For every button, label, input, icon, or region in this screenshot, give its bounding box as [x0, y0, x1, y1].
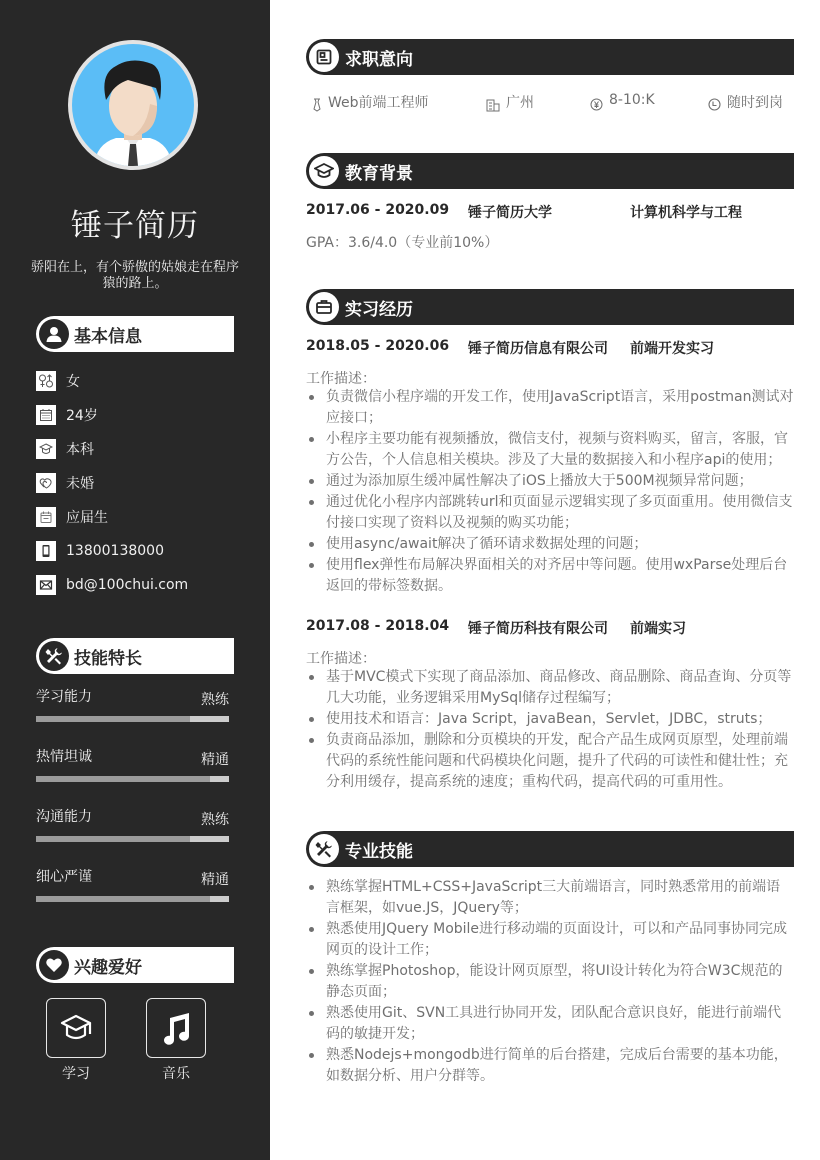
heart-icon [39, 950, 69, 980]
internship-role: 前端开发实习 [630, 341, 714, 357]
info-email-value[interactable]: bd@100chui.com [66, 577, 189, 593]
avatar [68, 40, 198, 170]
info-marital [36, 466, 236, 500]
job-intent-header [306, 39, 794, 75]
skills-header [36, 638, 234, 674]
pro-skills-bullets [306, 877, 794, 1087]
list-item: 小程序主要功能有视频播放，微信支付，视频与资料购买，留言，客服，官方公告，个人信息相关模块。涉及了大量的数据接入和小程序api的使用； [306, 429, 794, 471]
internship-role: 前端实习 [630, 621, 686, 637]
intent-city-value: 广州 [506, 95, 534, 111]
internships-header [306, 289, 794, 325]
intent-availability [708, 92, 783, 112]
yuan-icon [590, 98, 603, 111]
education-gpa: GPA：3.6/4.0（专业前10%） [306, 235, 499, 251]
skills-title: 技能特长 [74, 648, 142, 669]
pro-skills-title: 专业技能 [345, 841, 413, 862]
skill-item [36, 862, 229, 922]
education-school: 锤子简历大学 [468, 205, 552, 221]
tools-icon [39, 641, 69, 671]
mail-icon [36, 575, 56, 595]
education-period: 2017.06 - 2020.09 [306, 202, 450, 218]
work-description-label: 工作描述： [306, 651, 376, 667]
info-age [36, 398, 236, 432]
education-major: 计算机科学与工程 [630, 205, 742, 221]
internship-period: 2018.05 - 2020.06 [306, 338, 450, 354]
list-item: 使用flex弹性布局解决界面相关的对齐居中等问题。使用wxParse处理后台返回的带标签数据。 [306, 555, 794, 597]
hobby-label: 音乐 [162, 1066, 190, 1082]
skill-level: 精通 [201, 872, 229, 888]
info-status-value: 应届生 [66, 510, 108, 526]
skill-item [36, 742, 229, 802]
graduation-cap-icon [309, 156, 339, 186]
skill-name: 细心严谨 [36, 869, 92, 885]
info-degree [36, 432, 236, 466]
sidebar [0, 0, 270, 1160]
hobby-study [46, 998, 106, 1083]
intent-salary-value: 8-10:K [609, 92, 655, 108]
skill-progress-bar [36, 896, 229, 902]
education-title: 教育背景 [345, 163, 413, 184]
skill-item [36, 682, 229, 742]
music-note-icon [146, 998, 206, 1058]
job-intent-title: 求职意向 [345, 49, 413, 70]
info-gender-value: 女 [66, 374, 80, 390]
list-item: 熟练掌握HTML+CSS+JavaScript三大前端语言，同时熟悉常用的前端语言框架，如vue.JS，JQuery等； [306, 877, 794, 919]
skill-level: 精通 [201, 752, 229, 768]
calendar-icon [36, 405, 56, 425]
motto: 骄阳在上，有个骄傲的姑娘走在程序猿的路上。 [30, 260, 239, 291]
internships-title: 实习经历 [345, 299, 413, 320]
list-item: 通过优化小程序内部跳转url和页面显示逻辑实现了多页面重用。使用微信支付接口实现了资料以及视频的购买功能； [306, 492, 794, 534]
building-icon [486, 98, 500, 112]
intent-position [312, 92, 429, 112]
list-item: 熟悉使用Git、SVN工具进行协同开发，团队配合意识良好，能进行前端代码的敏捷开发； [306, 1003, 794, 1045]
intent-availability-value: 随时到岗 [727, 95, 783, 111]
list-item: 熟悉使用JQuery Mobile进行移动端的页面设计，可以和产品同事协同完成网页的设计工作； [306, 919, 794, 961]
skill-name: 沟通能力 [36, 809, 92, 825]
hobbies-header [36, 947, 234, 983]
basic-info-title: 基本信息 [74, 326, 142, 347]
hobby-label: 学习 [62, 1066, 90, 1082]
intent-city [486, 92, 534, 112]
calendar-outline-icon [36, 507, 56, 527]
graduation-cap-icon [46, 998, 106, 1058]
internship-company: 锤子简历信息有限公司 [468, 341, 608, 357]
tools-icon [309, 834, 339, 864]
hobby-music [146, 998, 206, 1083]
list-item: 通过为添加原生缓冲属性解决了iOS上播放大于500M视频异常问题； [306, 471, 794, 492]
info-degree-value: 本科 [66, 442, 94, 458]
list-item: 负责微信小程序端的开发工作，使用JavaScript语言，采用postman测试对应接口； [306, 387, 794, 429]
info-status [36, 500, 236, 534]
internship-company: 锤子简历科技有限公司 [468, 621, 608, 637]
hobbies-list [46, 998, 206, 1083]
internship-period: 2017.08 - 2018.04 [306, 618, 450, 634]
skill-name: 学习能力 [36, 689, 92, 705]
info-email [36, 568, 236, 602]
internship-bullets [306, 667, 794, 793]
gender-icon [36, 371, 56, 391]
tie-icon [312, 98, 322, 112]
list-item: 使用技术和语言：Java Script，javaBean，Servlet，JDBC，struts； [306, 709, 794, 730]
info-gender [36, 364, 236, 398]
list-item: 使用async/await解决了循环请求数据处理的问题； [306, 534, 794, 555]
skill-level: 熟练 [201, 812, 229, 828]
skills-list [36, 682, 229, 922]
skill-progress-bar [36, 716, 229, 722]
intent-salary [590, 92, 655, 111]
list-item: 基于MVC模式下实现了商品添加、商品修改、商品删除、商品查询、分页等几大功能，业务逻辑采用MySql储存过程编写； [306, 667, 794, 709]
info-age-value: 24岁 [66, 408, 98, 424]
document-icon [309, 42, 339, 72]
list-item: 负责商品添加，删除和分页模块的开发，配合产品生成网页原型，处理前端代码的系统性能问题和代码模块化问题，提升了代码的可读性和健壮性；充分利用缓存，提高系统的速度；重构代码，提高代码的可重用性。 [306, 730, 794, 793]
skill-item [36, 802, 229, 862]
user-icon [39, 319, 69, 349]
intent-position-value: Web前端工程师 [328, 95, 429, 111]
skill-name: 热情坦诚 [36, 749, 92, 765]
clock-icon [708, 98, 721, 111]
list-item: 熟悉Nodejs+mongodb进行简单的后台搭建，完成后台需要的基本功能，如数据分析、用户分群等。 [306, 1045, 794, 1087]
candidate-name: 锤子简历 [71, 208, 199, 244]
job-intent-row [306, 92, 794, 116]
info-phone [36, 534, 236, 568]
briefcase-icon [309, 292, 339, 322]
work-description-label: 工作描述： [306, 371, 376, 387]
avatar-illustration [72, 44, 194, 166]
education-header [306, 153, 794, 189]
hearts-icon [36, 473, 56, 493]
list-item: 熟练掌握Photoshop，能设计网页原型，将UI设计转化为符合W3C规范的静态页面； [306, 961, 794, 1003]
skill-progress-bar [36, 776, 229, 782]
info-marital-value: 未婚 [66, 476, 94, 492]
basic-info-list [36, 364, 236, 602]
pro-skills-header [306, 831, 794, 867]
skill-progress-bar [36, 836, 229, 842]
hobbies-title: 兴趣爱好 [74, 957, 142, 978]
basic-info-header [36, 316, 234, 352]
info-phone-value[interactable]: 13800138000 [66, 543, 164, 559]
skill-level: 熟练 [201, 692, 229, 708]
graduation-cap-icon [36, 439, 56, 459]
internship-bullets [306, 387, 794, 597]
phone-icon [36, 541, 56, 561]
